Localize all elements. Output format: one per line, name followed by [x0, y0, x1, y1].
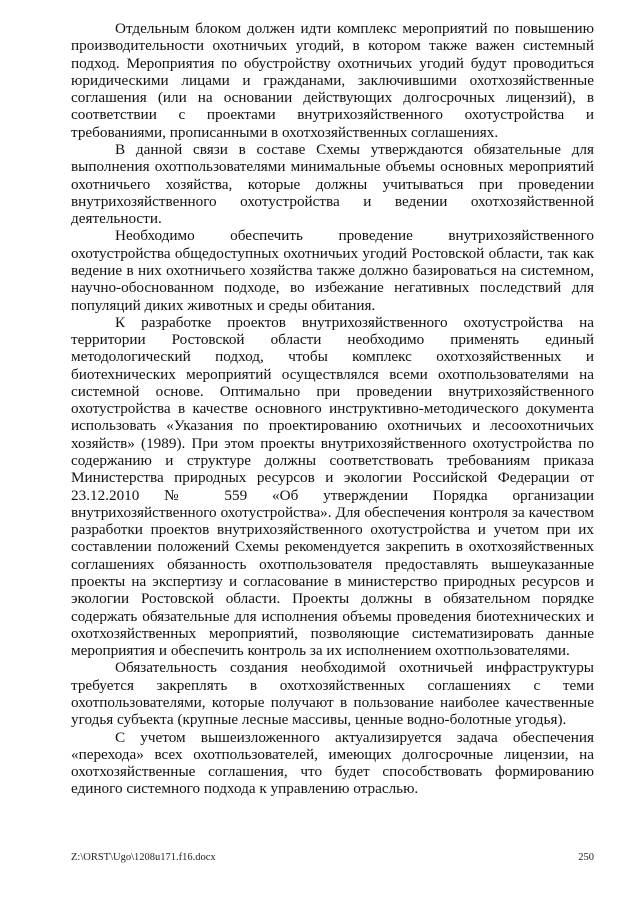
paragraph-4: К разработке проектов внутрихозяйственного охотустройства на территории Ростовской области необходимо применять единый методологический подход, чтобы комплекс охотхозяйственных и биотехнических мероприятий осуществлялся всеми охотпользователями на системной основе. Оптимально при проведении внутрихозяйственного охотустройства в качестве основного инструктивно-методического документа использовать «Указания по проектированию охотничьих и лесоохотничьих хозяйств» (1989). При этом проекты внутрихозяйственного охотустройства по содержанию и структуре должны соответствовать требованиям приказа Министерства природных ресурсов и экологии Российской Федерации от 23.12.2010 № 559 «Об утверждении Порядка организации внутрихозяйственного охотустройства». Для обеспечения контроля за качеством разработки проектов внутрихозяйственного охотустройства и учетом при их составлении положений Схемы рекомендуется закрепить в охотхозяйственных соглашениях обязанность охотпользователя предоставлять вышеуказанные проекты на экспертизу и согласование в министерство природных ресурсов и экологии Ростовской области. Проекты должны в обязательном порядке содержать обязательные для исполнения объемы проведения биотехнических и охотхозяйственных мероприятий, позволяющие систематизировать данные мероприятия и обеспечить контроль за их исполнением охотпользователями. — [71, 313, 594, 660]
document-body — [71, 20, 594, 798]
footer-file-path: Z:\ORST\Ugo\1208u171.f16.docx — [71, 852, 216, 863]
paragraph-6: С учетом вышеизложенного актуализируется задача обеспечения «перехода» всех охотпользователей, имеющих долгосрочные лицензии, на охотхозяйственные соглашения, что будет способствовать формированию единого системного подхода к управлению отраслью. — [71, 728, 594, 798]
paragraph-5: Обязательность создания необходимой охотничьей инфраструктуры требуется закреплять в охотхозяйственных соглашениях с теми охотпользователями, которые получают в пользование наиболее качественные угодья субъекта (крупные лесные массивы, ценные водно-болотные угодья). — [71, 659, 594, 729]
footer-page-number: 250 — [578, 852, 594, 863]
paragraph-3: Необходимо обеспечить проведение внутрихозяйственного охотустройства общедоступных охотничьих угодий Ростовской области, так как ведение в них охотничьего хозяйства также должно базироваться на системном, научно-обоснованном подходе, во избежание негативных последствий для популяций диких животных и среды обитания. — [71, 227, 594, 314]
paragraph-2: В данной связи в составе Схемы утверждаются обязательные для выполнения охотпользователями минимальные объемы основных мероприятий охотничьего хозяйства, которые должны учитываться при проведении внутрихозяйственного охотустройства и ведении охотхозяйственной деятельности. — [71, 140, 594, 228]
paragraph-1: Отдельным блоком должен идти комплекс мероприятий по повышению производительности охотничьих угодий, в котором также важен системный подход. Мероприятия по обустройству охотничьих угодий будут проводиться юридическими лицами и гражданами, заключившими охотхозяйственные соглашения (или на основании действующих долгосрочных лицензий), в соответствии с проектами внутрихозяйственного охотустройства и требованиями, прописанными в охотхозяйственных соглашениях. — [71, 20, 594, 141]
